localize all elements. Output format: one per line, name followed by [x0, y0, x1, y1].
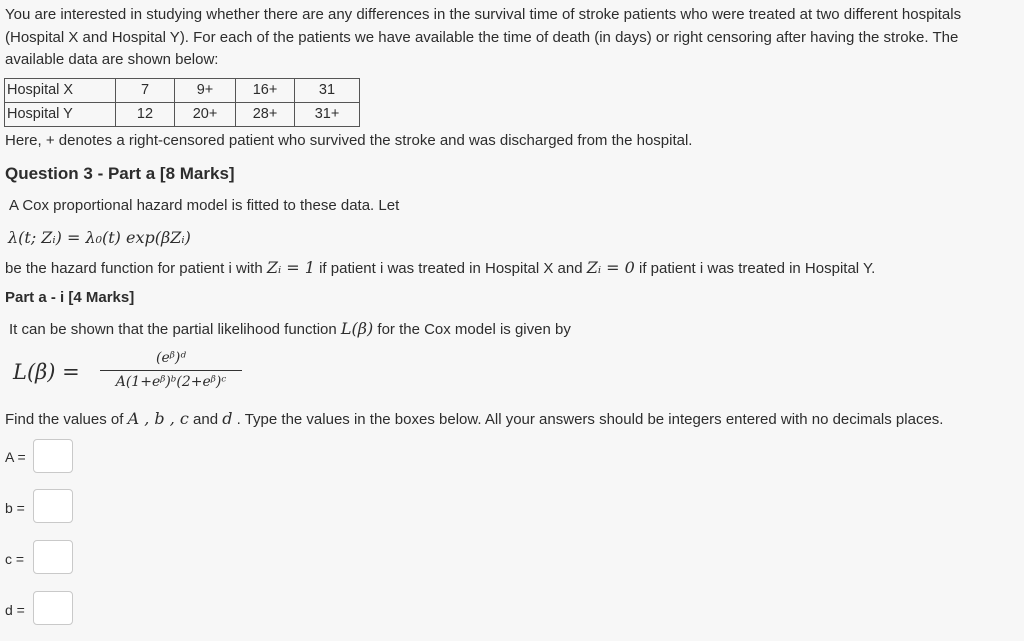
instructions: [5, 409, 943, 428]
likelihood-intro-post: for the Cox model is given by: [373, 321, 571, 338]
table-cell: 9+: [175, 79, 236, 103]
hazard-desc-post: if patient i was treated in Hospital Y.: [634, 260, 876, 277]
table-row: [5, 103, 360, 127]
instructions-post: . Type the values in the boxes below. All your answers should be integers entered with no decimals places.: [232, 411, 944, 428]
likelihood-numerator: (eᵝ)ᵈ: [156, 350, 186, 366]
row-label: Hospital X: [5, 79, 116, 103]
likelihood-intro: [9, 319, 571, 338]
answer-input-c[interactable]: [33, 540, 73, 574]
likelihood-fraction: [100, 348, 242, 392]
table-cell: 16+: [236, 79, 295, 103]
hazard-equation: λ(t; Zᵢ) = λ₀(t) exp(βZᵢ): [8, 228, 191, 247]
instructions-and: and: [188, 411, 223, 428]
hazard-description: [5, 258, 875, 277]
table-cell: 31: [295, 79, 360, 103]
table-cell: 7: [116, 79, 175, 103]
z-equals-zero: Zᵢ = 0: [586, 258, 635, 277]
instructions-vars: A , b , c: [127, 409, 189, 428]
part-title: Part a - i [4 Marks]: [5, 289, 135, 306]
fraction-bar: [100, 370, 242, 371]
survival-data-table: [4, 78, 360, 127]
likelihood-lhs: L(β) =: [13, 360, 80, 384]
table-cell: 12: [116, 103, 175, 127]
likelihood-symbol: L(β): [340, 319, 374, 338]
answer-label-b: b =: [5, 500, 25, 516]
question-title: Question 3 - Part a [8 Marks]: [5, 164, 235, 183]
censoring-note: Here, + denotes a right-censored patient who survived the stroke and was discharged from the hospital.: [5, 132, 693, 149]
row-label: Hospital Y: [5, 103, 116, 127]
answer-input-b[interactable]: [33, 489, 73, 523]
problem-intro: You are interested in studying whether there are any differences in the survival time of stroke patients who were treated at two different hospitals (Hospital X and Hospital Y). For each of the patients we have available the time of death (in days) or right censoring after having the stroke. The available data are shown below:: [5, 6, 962, 68]
table-cell: 20+: [175, 103, 236, 127]
table-row: [5, 79, 360, 103]
cox-intro: A Cox proportional hazard model is fitted to these data. Let: [9, 197, 400, 214]
hazard-desc-mid: if patient i was treated in Hospital X and: [314, 260, 587, 277]
answer-label-c: c =: [5, 551, 25, 567]
instructions-pre: Find the values of: [5, 411, 128, 428]
z-equals-one: Zᵢ = 1: [266, 258, 315, 277]
answer-label-d: d =: [5, 602, 25, 618]
hazard-desc-pre: be the hazard function for patient i with: [5, 260, 267, 277]
instructions-d: d: [222, 409, 233, 428]
likelihood-intro-pre: It can be shown that the partial likelihood function: [9, 321, 341, 338]
answer-input-d[interactable]: [33, 591, 73, 625]
answer-input-a[interactable]: [33, 439, 73, 473]
answer-label-a: A =: [5, 449, 26, 465]
likelihood-denominator: A(1+eᵝ)ᵇ(2+eᵝ)ᶜ: [115, 374, 227, 390]
table-cell: 28+: [236, 103, 295, 127]
table-cell: 31+: [295, 103, 360, 127]
